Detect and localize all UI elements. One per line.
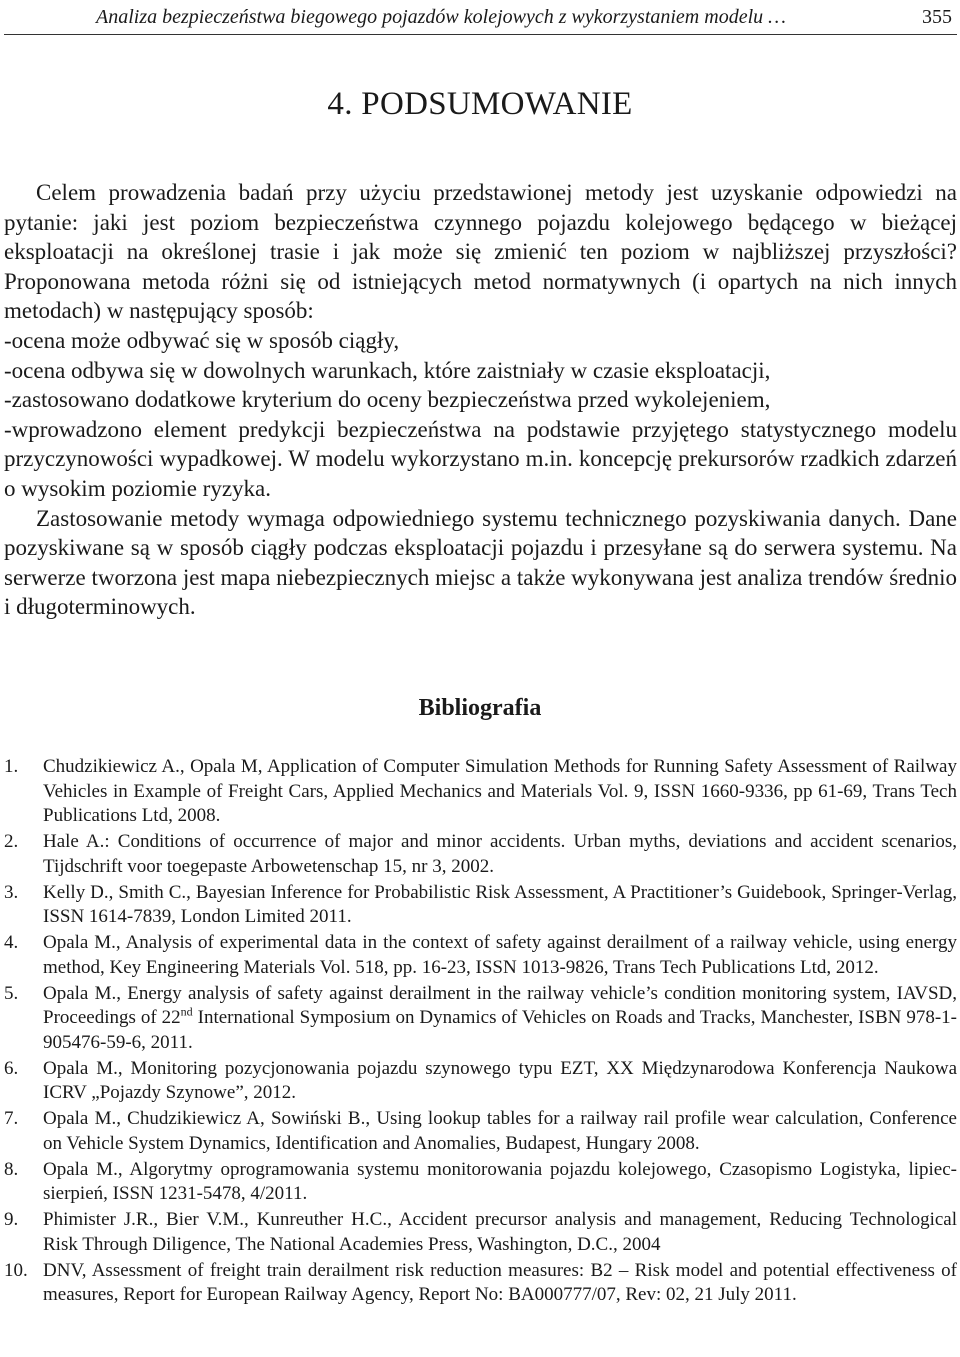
reference-number: 7. [4,1108,19,1129]
reference-text: Opala M., Chudzikiewicz A, Sowiński B., Using lookup tables for a railway rail profile wear calculation, Conference on Vehicle System Dynamics, Identification and Anomalies, Budapest, Hungary 2008. [43,1108,957,1154]
reference-item [4,1107,957,1156]
bibliography-list [4,755,957,1309]
reference-number: 9. [4,1209,19,1230]
reference-text: DNV, Assessment of freight train derailment risk reduction measures: B2 – Risk model and potential effectiveness of measures, Report for European Railway Agency, Report No: BA000777/07, Rev: 02, 21 July 2011. [43,1259,957,1305]
reference-text: Opala M., Monitoring pozycjonowania pojazdu szynowego typu EZT, XX Międzynarodowa Konferencja Naukowa ICRV „Pojazdy Szynowe”, 2012. [43,1057,957,1103]
reference-number: 3. [4,881,19,903]
reference-item [4,931,957,980]
reference-number: 4. [4,932,19,953]
summary-bullet: -ocena odbywa się w dowolnych warunkach, które zaistniały w czasie eksploatacji, [4,357,771,383]
reference-item [4,830,957,879]
reference-number: 10. [4,1259,28,1281]
bibliography-title: Bibliografia [418,695,542,721]
summary-paragraph-2: Zastosowanie metody wymaga odpowiedniego systemu technicznego pozyskiwania danych. Dane pozyskiwane są w sposób ciągły podczas eksploatacji pojazdu i przesyłane są do serwera systemu. Na serwerze tworzona jest mapa niebezpiecznych miejsc a także wykonywana jest analiza trendów średnio i długoterminowych. [4,505,957,620]
running-header [4,4,957,35]
reference-number: 1. [4,756,19,777]
reference-text: Chudzikiewicz A., Opala M, Application of Computer Simulation Methods for Running Safety Assessment of Railway Vehicles in Example of Freight Cars, Applied Mechanics and Materials Vol. 9, ISSN 1660-9336, pp 61-69, Trans Tech Publications Ltd, 2008. [43,756,957,826]
reference-text: Hale A.: Conditions of occurrence of major and minor accidents. Urban myths, deviations and accident scenarios, Tijdschrift voor toegepaste Arbowetenschap 15, nr 3, 2002. [43,831,957,877]
reference-item [4,1259,957,1308]
reference-text: Opala M., Algorytmy oprogramowania systemu monitorowania pojazdu kolejowego, Czasopismo Logistyka, lipiec-sierpień, ISSN 1231-5478, 4/2011. [43,1158,957,1204]
reference-number: 6. [4,1057,19,1079]
reference-text: Opala M., Analysis of experimental data in the context of safety against derailment of a railway vehicle, using energy method, Key Engineering Materials Vol. 518, pp. 16-23, ISSN 1013-9826, Trans Tech Publications Ltd, 2012. [43,932,957,978]
summary-bullet: -ocena może odbywać się w sposób ciągły, [4,327,400,353]
reference-text: Phimister J.R., Bier V.M., Kunreuther H.C., Accident precursor analysis and management, Reducing Technological Risk Through Diligence, The National Academies Press, Washington, D.C., 2004 [43,1209,957,1255]
reference-text-after: International Symposium on Dynamics of Vehicles on Roads and Tracks, Manchester, ISBN 978-1-905476-59-6, 2011. [43,1007,957,1053]
page-number: 355 [922,6,952,28]
reference-number: 5. [4,982,19,1004]
reference-item [4,1057,957,1106]
running-title: Analiza bezpieczeństwa biegowego pojazdów kolejowych z wykorzystaniem modelu … [96,6,786,28]
reference-item [4,1158,957,1207]
reference-number: 8. [4,1158,19,1180]
reference-item [4,755,957,829]
reference-text [43,983,957,1053]
reference-text: Kelly D., Smith C., Bayesian Inference for Probabilistic Risk Assessment, A Practitioner’s Guidebook, Springer-Verlag, ISSN 1614-7839, London Limited 2011. [43,881,957,927]
reference-item [4,1208,957,1257]
summary-body [4,178,957,622]
reference-number: 2. [4,831,19,852]
summary-bullet: -wprowadzono element predykcji bezpieczeństwa na podstawie przyjętego statystycznego modelu przyczynowości wypadkowej. W modelu wykorzystano m.in. koncepcję prekursorów rzadkich zdarzeń o wysokim poziomie ryzyka. [4,416,957,501]
ordinal-superscript: nd [180,1004,193,1019]
summary-bullet: -zastosowano dodatkowe kryterium do oceny bezpieczeństwa przed wykolejeniem, [4,387,771,413]
section-title: 4. PODSUMOWANIE [327,86,633,122]
reference-item [4,982,957,1056]
reference-text-before: Opala M., Energy analysis of safety against derailment in the railway vehicle’s condition monitoring system, IAVSD, Proceedings of 22 [43,982,957,1028]
summary-paragraph-1: Celem prowadzenia badań przy użyciu przedstawionej metody jest uzyskanie odpowiedzi na pytanie: jaki jest poziom bezpieczeństwa czynnego pojazdu kolejowego będącego w bieżącej eksploatacji na określonej trasie i jak może się zmienić ten poziom w najbliższej przyszłości? Proponowana metoda różni się od istniejących metod normatywnych (i opartych na nich innych metodach) w następujący sposób: [4,180,957,324]
reference-item [4,881,957,930]
